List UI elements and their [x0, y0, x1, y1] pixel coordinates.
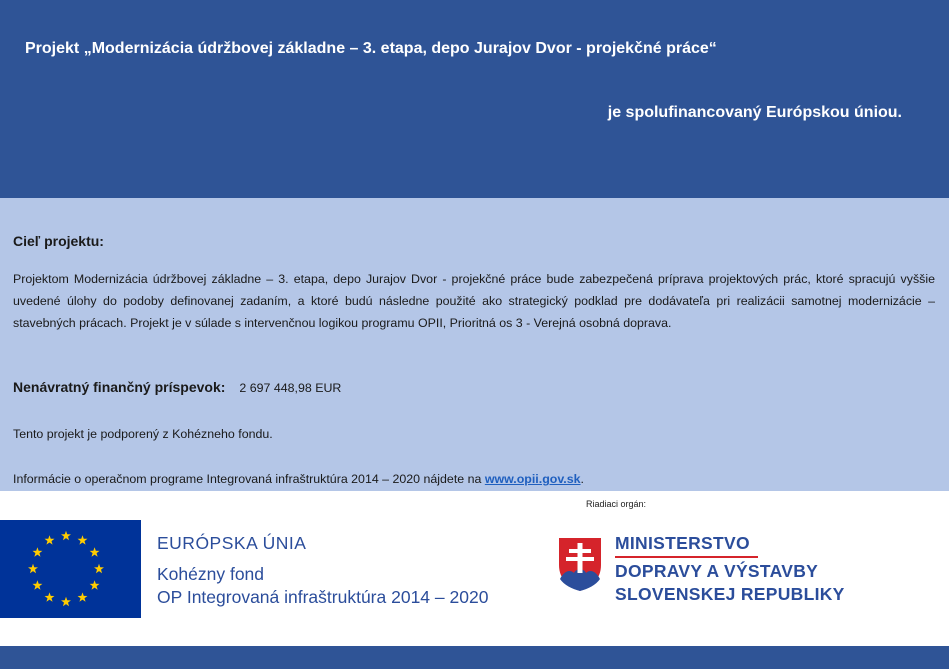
- eu-flag-icon: [0, 520, 141, 618]
- project-title: Projekt „Modernizácia údržbovej základne – 3. etapa, depo Jurajov Dvor - projekčné práce“: [25, 40, 717, 57]
- eu-logo-text: [157, 532, 488, 609]
- footer-bar: [0, 646, 949, 669]
- eu-name: EURÓPSKA ÚNIA: [157, 533, 307, 553]
- fund-statement: Tento projekt je podporený z Kohézneho fondu.: [13, 427, 273, 441]
- op-name: OP Integrovaná infraštruktúra 2014 – 2020: [157, 587, 489, 607]
- ministry-divider: [615, 556, 758, 558]
- grant-row: [13, 379, 341, 395]
- cofinanced-statement: je spolufinancovaný Európskou úniou.: [607, 104, 902, 121]
- managing-authority-label: Riadiaci orgán:: [586, 499, 647, 509]
- project-info-panel: [0, 198, 949, 491]
- ministry-line-1: MINISTERSTVO: [615, 533, 750, 553]
- ministry-logo-text: [615, 532, 845, 606]
- program-info: [13, 472, 584, 486]
- grant-value: 2 697 448,98 EUR: [239, 381, 342, 395]
- slovak-coat-of-arms-icon: [556, 535, 604, 593]
- goal-description: Projektom Modernizácia údržbovej základne – 3. etapa, depo Jurajov Dvor - projekčné práce bude zabezpečená príprava projektových prác, ktoré spracujú vyššie uvedené úlohy do podoby definovanej zadaním, a ktoré budú následne použité ako strategický podklad pre dodávateľa pri realizácii samotnej modernizácie – stavebných prácach. Projekt je v súlade s intervenčnou logikou programu OPII, Prioritná os 3 - Verejná osobná doprava.: [13, 272, 935, 330]
- program-info-suffix: .: [580, 472, 584, 486]
- program-info-text: Informácie o operačnom programe Integrovaná infraštruktúra 2014 – 2020 nájdete na: [13, 472, 485, 486]
- header-banner: [0, 0, 949, 198]
- cohesion-fund: Kohézny fond: [157, 564, 265, 584]
- opii-link[interactable]: www.opii.gov.sk: [484, 472, 581, 486]
- goal-heading: Cieľ projektu:: [13, 233, 104, 249]
- ministry-line-2: DOPRAVY A VÝSTAVBY: [615, 561, 819, 581]
- grant-label: Nenávratný finančný príspevok:: [13, 379, 226, 395]
- logo-strip: [0, 491, 949, 646]
- ministry-line-3: SLOVENSKEJ REPUBLIKY: [615, 584, 845, 604]
